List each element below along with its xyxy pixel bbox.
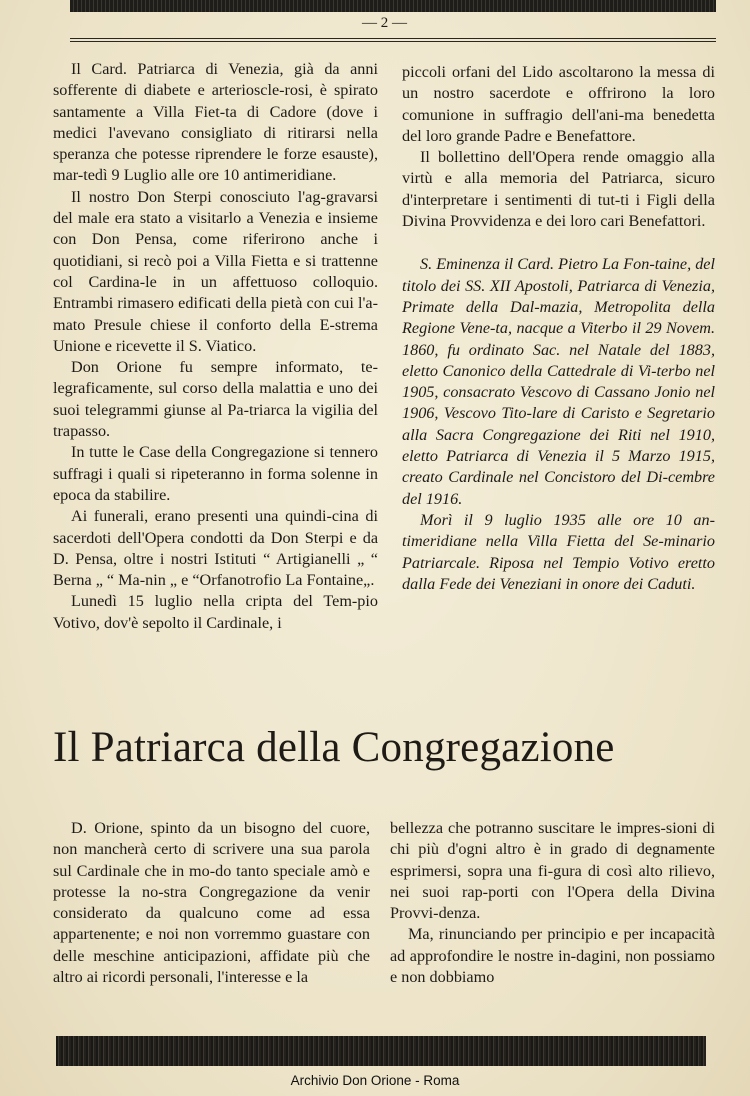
paragraph-gap	[402, 232, 715, 254]
section-heading: Il Patriarca della Congregazione	[53, 724, 615, 771]
header-rule-secondary	[70, 41, 716, 42]
biography-paragraph: S. Eminenza il Card. Pietro La Fon-taine, del titolo dei SS. XII Apostoli, Patriarca di Venezia, Primate della Dal-mazia, Metropolita della Regione Vene-ta, nacque a Viterbo il 29 Novem. 1860, fu ordinato Sac. nel Natale del 1883, eletto Canonico della Cattedrale di Vi-terbo nel 1905, consacrato Vescovo di Cassano Jonio nel 1906, Vescovo Tito-lare di Caristo e Segretario alla Sacra Congregazione dei Riti nel 1910, eletto Patriarca di Venezia il 5 Marzo 1915, creato Cardinale nel Concistoro del Di-cembre del 1916.	[402, 255, 715, 508]
page-number: — 2 —	[362, 15, 407, 31]
paragraph: Don Orione fu sempre informato, te-legraficamente, sul corso della malattia e uno dei suoi telegrammi giunse al Pa-triarca la vigilia del trapasso.	[53, 358, 378, 441]
header-rule	[70, 38, 716, 39]
left-column-bottom	[53, 818, 370, 988]
paragraph: Il bollettino dell'Opera rende omaggio alla virtù e alla memoria del Patriarca, sicuro d'interpretare i sentimenti di tut-ti i Figli della Divina Provvidenza e dei loro cari Benefattori.	[402, 148, 715, 231]
archive-label: Archivio Don Orione - Roma	[290, 1073, 460, 1088]
top-border-band	[70, 0, 716, 12]
paragraph: Il Card. Patriarca di Venezia, già da anni sofferente di diabete e arterioscle-rosi, è spirato santamente a Villa Fiet-ta di Cadore (dove i medici l'avevano consigliato di ritirarsi nella speranza che potesse riprendere le forze esauste), mar-tedì 9 Luglio alle ore 10 antimeridiane.	[53, 60, 378, 185]
paragraph: Ai funerali, erano presenti una quindi-cina di sacerdoti dell'Opera condotti da Don Sterpi e da D. Pensa, oltre i nostri Istituti “ Artigianelli „ “ Berna „ “ Ma-nin „ e “Orfanotrofio La Fontaine„.	[53, 507, 378, 590]
paragraph: Il nostro Don Sterpi conosciuto l'ag-gravarsi del male era stato a visitarlo a Venezia e insieme con Don Pensa, come riferirono anche i quotidiani, si recò poi a Villa Fietta e si trattenne col Cardina-le in un affettuoso colloquio. Entrambi rimasero edificati della pietà con cui l'a-mato Presule chiese il conforto della E-strema Unione e ricevette il S. Viatico.	[53, 187, 378, 355]
paragraph: bellezza che potranno suscitare le impres-sioni di chi più d'ogni altro è in grado di degnamente esprimersi, sopra una fi-gura di così alto rilievo, nei suoi rap-porti con l'Opera della Divina Provvi-denza.	[390, 819, 715, 923]
paragraph: D. Orione, spinto da un bisogno del cuore, non mancherà certo di scrivere una sua parola sul Cardinale che in mo-do tanto speciale amò e protesse la no-stra Congregazione da venir considerato da qualcuno come ad essa appartenente; e noi non vorremmo guastare con delle meschine anticipazioni, affidate più che altro ai ricordi personali, l'interesse e la	[53, 819, 370, 987]
biography-paragraph: Morì il 9 luglio 1935 alle ore 10 an-timeridiane nella Villa Fietta del Se-minario Patriarcale. Riposa nel Tempio Votivo eretto dalla Fede dei Veneziani in onore dei Caduti.	[402, 510, 715, 593]
left-column-top	[53, 59, 378, 634]
paragraph: Ma, rinunciando per principio e per incapacità ad approfondire le nostre in-dagini, non possiamo e non dobbiamo	[390, 925, 715, 987]
paragraph: Lunedì 15 luglio nella cripta del Tem-pio Votivo, dov'è sepolto il Cardinale, i	[53, 592, 378, 632]
bottom-border-band	[56, 1036, 706, 1066]
paragraph: piccoli orfani del Lido ascoltarono la messa di un nostro sacerdote e offrirono la loro comunione in suffragio dell'ani-ma benedetta del loro grande Padre e Benefattore.	[402, 63, 715, 145]
right-column-bottom	[390, 818, 715, 988]
right-column-top	[402, 62, 715, 595]
paragraph: In tutte le Case della Congregazione si tennero suffragi i quali si ripeteranno in forma solenne in epoca da stabilire.	[53, 443, 378, 504]
